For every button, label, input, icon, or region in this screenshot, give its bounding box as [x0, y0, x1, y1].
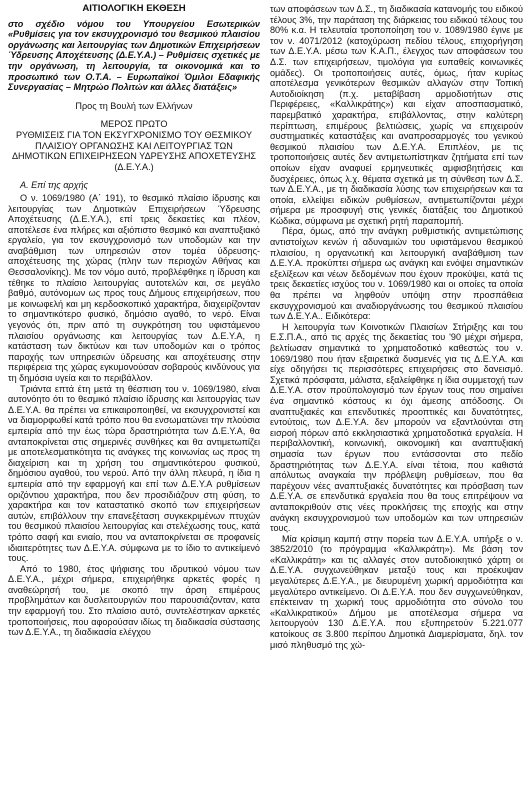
- paragraph: Η λειτουργία των Κοινοτικών Πλαισίων Στήριξης και του Ε.Σ.Π.Α., από τις αρχές της δεκαετίας του '90 μέχρι σήμερα, βελτίωσαν σημαντικά το χρηματοδοτικό καθεστώς του ν. 1069/1980 που ήταν εξαιρετικά δυσμενές για τις Δ.Ε.Υ.Α. και είχε οδηγήσει τις περισσότερες επιχειρήσεις στο δανεισμό. Σχετικά πρόσφατα, μάλιστα, εξαλείφθηκε η ίδια συμμετοχή των Δ.Ε.Υ.Α. στον προϋπολογισμό των έργων τους που σημαίνει ένα σημαντικό κόστους κι όχι άμεσης απόδοσης. Οι αναπτυξιακές και επενδυτικές προοπτικές και δυνατότητες, εντούτοις, των Δ.Ε.Υ.Α. δεν μπορούν να εξαντλούνται στη εισροή πόρων από εκκλησιαστικά χρηματοδοτικά εργαλεία. Η περιβαλλοντική, κοινωνική, οικονομική και αναπτυξιακή σημασία των έργων που εντάσσονται στο πεδίο δραστηριότητας των Δ.Ε.Υ.Α. είναι τέτοια, που καθιστά απόλυτως αναγκαία την πρόβλεψη ρυθμίσεων, που θα παρέχουν νέες αναπτυξιακές δυνατότητες και πρόσβαση των Δ.Ε.Υ.Α. σε επενδυτικά εργαλεία που θα τους επιτρέψουν να ανταποκριθούν στις νέες προκλήσεις της εποχής και στην ανάγκη εκσυγχρονισμού των υποδομών και των υπηρεσιών τους.: [270, 321, 523, 534]
- section-heading: Α. Επί της αρχής: [20, 180, 89, 191]
- right-column: [270, 4, 523, 650]
- addressee: Προς τη Βουλή των Ελλήνων: [75, 100, 193, 111]
- part-subtitle: ΡΥΘΜΙΣΕΙΣ ΓΙΑ ΤΟΝ ΕΚΣΥΓΧΡΟΝΙΣΜΟ ΤΟΥ ΘΕΣΜΙΚΟΥ ΠΛΑΙΣΙΟΥ ΟΡΓΑΝΩΣΗΣ ΚΑΙ ΛΕΙΤΟΥΡΓΙΑΣ ΤΩΝ ΔΗΜΟΤΙΚΩΝ ΕΠΙΧΕΙΡΗΣΕΩΝ ΥΔΡΕΥΣΗΣ ΑΠΟΧΕΤΕΥΣΗΣ (Δ.Ε.Υ.Α.): [11, 129, 257, 172]
- paragraph: των αποφάσεων των Δ.Σ., τη διαδικασία κατανομής του ειδικού τέλους 3%, την παράταση της διάρκειας του ειδικού τέλους του 80% κ.α. Η τελευταία τροποποίηση του ν. 1089/1980 έγινε με τον ν. 4071/2012 (κατοχύρωση πεδίου τέλους, επιχορήγηση των Δ.Ε.Υ.Α. μέσω των Κ.Α.Π., έλεγχος των αποφάσεων του Δ.Σ. των επιχειρήσεων, τιμολόγια για ευπαθείς κοινωνικές ομάδες). Οι τροποποιήσεις αυτές, όμως, ήταν κυρίως αποτέλεσμα γενικότερων θεσμικών αλλαγών στην Τοπική Αυτοδιοίκηση (π.χ. μεταβίβαση αρμοδιοτήτων στις Περιφέρειες, «Καλλικράτης») και είχαν αποσπασματικό, παρεμβατικό χαρακτήρα, επιβάλλοντας, στην καλύτερη περίπτωση, επιμέρους βελτιώσεις, χωρίς να επιχειρούν συστηματικές καταστάξεις και αναπροσαρμογές του γενικού θεσμικού πλαισίου των Δ.Ε.Υ.Α. Επιπλέον, με τις τροποποιήσεις αυτές δεν αντιμετωπίστηκαν ζητήματα επί των οποίων είχαν αναφυεί ερμηνευτικές αμφισβητήσεις και δυσχέρειες, όπως λ.χ. θέματα σχετικά με τη σύνθεση των Δ.Σ. των Δ.Ε.Υ.Α., με τη διαδικασία λύσης των επιχειρήσεων και τα οποία, ελλείψει ειδικών ρυθμίσεων, αντιμετωπίζονται μέχρι σήμερα με προσφυγή στις γενικές διατάξεις του Δημοτικού Κώδικα, σύμφωνα με σχετική ρητή παραπομπή.: [270, 4, 523, 226]
- paragraph: Από το 1980, έτος ψήφισης του ιδρυτικού νόμου των Δ.Ε.Υ.Α., μέχρι σήμερα, επιχειρήθηκε αρκετές φορές η αναθεώρησή του, με σκοπό την άρση επιμέρους προβλημάτων και δυσλειτουργιών που παρουσιάζονταν, κατα την εφαρμογή του. Στο πλαίσιο αυτό, συντελέστηκαν αρκετές τροποποιήσεις, που αφορούσαν ιδίως τη διαδικασία σύστασης των Δ.Ε.Υ.Α., τη διαδικασία ελέγχου: [8, 563, 260, 638]
- document-heading: ΑΙΤΙΟΛΟΓΙΚΗ ΕΚΘΕΣΗ: [82, 3, 186, 14]
- bill-title: στο σχέδιο νόμου του Υπουργείου Εσωτερικών «Ρυθμίσεις για τον εκσυγχρονισμό του θεσμικού πλαισίου οργάνωσης και λειτουργίας των Δημοτικών Επιχειρήσεων Ύδρευσης Αποχέτευσης (Δ.Ε.Υ.Α.) – Ρυθμίσεις σχετικές με την οργάνωση, τη λειτουργία, τα οικονομικά και το προσωπικό των Ο.Τ.Α. – Ευρωπαϊκοί Όμιλοι Εδαφικής Συνεργασίας – Μητρώο Πολιτών και άλλες διατάξεις»: [8, 18, 260, 93]
- paragraph: Μία κρίσιμη καμπή στην πορεία των Δ.Ε.Υ.Α. υπήρξε ο ν. 3852/2010 (το πρόγραμμα «Καλλικράτη»). Με βάση τον «Καλλικράτη» και τις αλλαγές στον αυτοδιοικητικό χάρτη οι Δ.Ε.Υ.Α. συγχωνεύθηκαν μεταξύ τους και προέκυψαν μεγαλύτερες Δ.Ε.Υ.Α., με διευρυμένη χωρική αρμοδιότητα και μεγαλύτερο αντικείμενο. Οι Δ.Ε.Υ.Α. που δεν συγχωνεύθηκαν, επέκτειναν τη χωρική τους αρμοδιότητα στο σύνολο του «Καλλικρατικού» Δήμου με αποτέλεσμα σήμερα να λειτουργούν 130 Δ.Ε.Υ.Α. που εξυπηρετούν 5.221.077 κατοίκους σε 3.800 περίπου Δημοτικά Διαμερίσματα, δηλ. τον μισό πληθυσμό της χώ-: [270, 533, 523, 650]
- left-column: [8, 4, 260, 638]
- paragraph: Πέρα, όμως, από την ανάγκη ρυθμιστικής αντιμετώπισης αντιστοίχων κενών ή αδυναμιών του υφιστάμενου θεσμικού πλαισίου, η οργανωτική και λειτουργική αναβάθμιση των Δ.Ε.Υ.Α. προκύπτει σήμερα ως ανάγκη και ενόψει σημαντικών εξελίξεων και νέων δεδομένων που έχουν προκύψει, κατά τις τρεις δεκαετίες ισχύος του ν. 1069/1980 και οι οποίες τα οποία θα πρέπει να ληφθούν υπόψη στην προσπάθεια εκσυγχρονισμού και αναδιοργάνωσης του θεσμικού πλαισίου των Δ.Ε.Υ.Α.. Ειδικότερα:: [270, 226, 523, 322]
- paragraph: Τριάντα επτά έτη μετά τη θέσπιση του ν. 1069/1980, είναι αυτονόητο ότι το θεσμικό πλαίσιο ίδρυσης και λειτουργίας των Δ.Ε.Υ.Α. θα πρέπει να επικαιροποιηθεί, να εκσυγχρονιστεί και να διαμορφωθεί κατά τρόπο που θα ενσωματώνει την πλούσια εμπειρία από την έως τώρα δραστηριότητα των Δ.Ε.Υ.Α, θα ανταποκρίνεται στις σημερινές συνθήκες και θα αντιμετωπίζει με αποτελεσματικότητα τις ανάγκες της κοινωνίας ως προς τη διαχείριση και τη χρήση του σημαντικότερου φυσικού, δημόσιου αγαθού, του νερού. Από την άλλη πλευρά, η ίδια η εμπειρία από την εφαρμογή και επί των Δ.Ε.Υ.Α ρυθμίσεων οριζόντιου χαρακτήρα, που δεν προσιδιάζουν στη φύση, το χαρακτήρα και τον καταστατικό σκοπό των επιχειρήσεων αυτών, επιβάλλουν την επανεξέταση συγκεκριμένων πτυχών του θεσμικού πλαισίου λειτουργίας και στελέχωσης τους, κατά τρόπο σαφή και ενιαίο, που να ανταποκρίνεται σε προφανείς ιδιαιτερότητες των Δ.Ε.Υ.Α. σύμφωνα με το ίδιο το αντικείμενό τους.: [8, 383, 260, 564]
- part-title: ΜΕΡΟΣ ΠΡΩΤΟ: [100, 119, 168, 130]
- paragraph: Ο ν. 1069/1980 (Α΄ 191), το θεσμικό πλαίσιο ίδρυσης και λειτουργίας των Δημοτικών Επιχειρήσεων Ύδρευσης Αποχέτευσης (Δ.Ε.Υ.Α.), επί τρεις δεκαετίες και πλέον, αποτέλεσε ένα πλήρες και αξιόπιστο θεσμικό και αναπτυξιακό εργαλείο, για τον εκσυγχρονισμό των υποδομών και την αναβάθμιση των υπηρεσιών στον τομέα ύδρευσης-αποχέτευσης της χώρας (πλην των περιοχών Αθήνας και Θεσσαλονίκης). Με τον νόμο αυτό, προβλέφθηκε η ίδρυση και τέθηκε το πλαίσιο λειτουργίας αυτοτελών και, σε μεγάλο βαθμό, αυτόνομων ως προς τους Δήμους επιχειρήσεων, που με κοινωφελή και μη κερδοσκοπικό χαρακτήρα, διαχειρίζονταν το σημαντικότερο φυσικό, δημόσιο αγαθό, το νερό. Είναι γεγονός ότι, πριν από τη συγκρότηση του υφιστάμενου πλαισίου οργάνωσης και λειτουργίας των Δ.Ε.Υ.Α, η κατάσταση των δικτύων και των υποδομών και ο τρόπος παροχής των υπηρεσιών ύδρευσης και αποχέτευσης στην περιφέρεια της χώρας εγκυμονούσαν σοβαρούς κινδύνους για τη δημόσια υγεία και το περιβάλλον.: [8, 192, 260, 383]
